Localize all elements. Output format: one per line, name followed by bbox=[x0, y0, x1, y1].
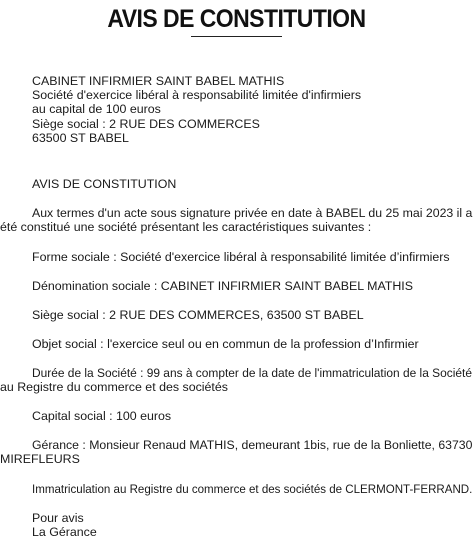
forme-sociale: Forme sociale : Société d'exercice libéral à responsabilité limitée d’infirmiers bbox=[32, 250, 450, 264]
denomination-sociale: Dénomination sociale : CABINET INFIRMIER SAINT BABEL MATHIS bbox=[32, 279, 414, 293]
intro-line-1: Aux termes d'un acte sous signature privée en date à BABEL du 25 mai 2023 il a bbox=[32, 206, 473, 220]
duree-line-1: Durée de la Société : 99 ans à compter de la date de l'immatriculation de la Société bbox=[32, 366, 472, 380]
section-title: AVIS DE CONSTITUTION bbox=[32, 177, 177, 191]
header-address: Siège social : 2 RUE DES COMMERCES bbox=[32, 117, 260, 131]
header-company-name: CABINET INFIRMIER SAINT BABEL MATHIS bbox=[32, 74, 285, 88]
gerance-line-2: MIREFLEURS bbox=[0, 452, 80, 466]
closing-pour-avis: Pour avis bbox=[32, 511, 84, 525]
header-company-type: Société d'exercice libéral à responsabilité limitée d'infirmiers bbox=[32, 88, 362, 102]
siege-social: Siège social : 2 RUE DES COMMERCES, 63500 ST BABEL bbox=[32, 308, 364, 322]
notice-title: AVIS DE CONSTITUTION bbox=[107, 5, 366, 33]
immatriculation: Immatriculation au Registre du commerce et des sociétés de CLERMONT-FERRAND. bbox=[32, 482, 473, 496]
gerance-line-1: Gérance : Monsieur Renaud MATHIS, demeurant 1bis, rue de la Bonliette, 63730 bbox=[32, 438, 473, 452]
title-underline bbox=[191, 36, 282, 37]
capital-social: Capital social : 100 euros bbox=[32, 409, 172, 423]
header-city: 63500 ST BABEL bbox=[32, 131, 129, 145]
intro-line-2: été constitué une société présentant les caractéristiques suivantes : bbox=[0, 220, 372, 234]
header-capital: au capital de 100 euros bbox=[32, 102, 161, 116]
duree-line-2: au Registre du commerce et des sociétés bbox=[0, 380, 228, 394]
objet-social: Objet social : l'exercice seul ou en commun de la profession d’Infirmier bbox=[32, 337, 419, 351]
closing-la-gerance: La Gérance bbox=[32, 525, 97, 539]
